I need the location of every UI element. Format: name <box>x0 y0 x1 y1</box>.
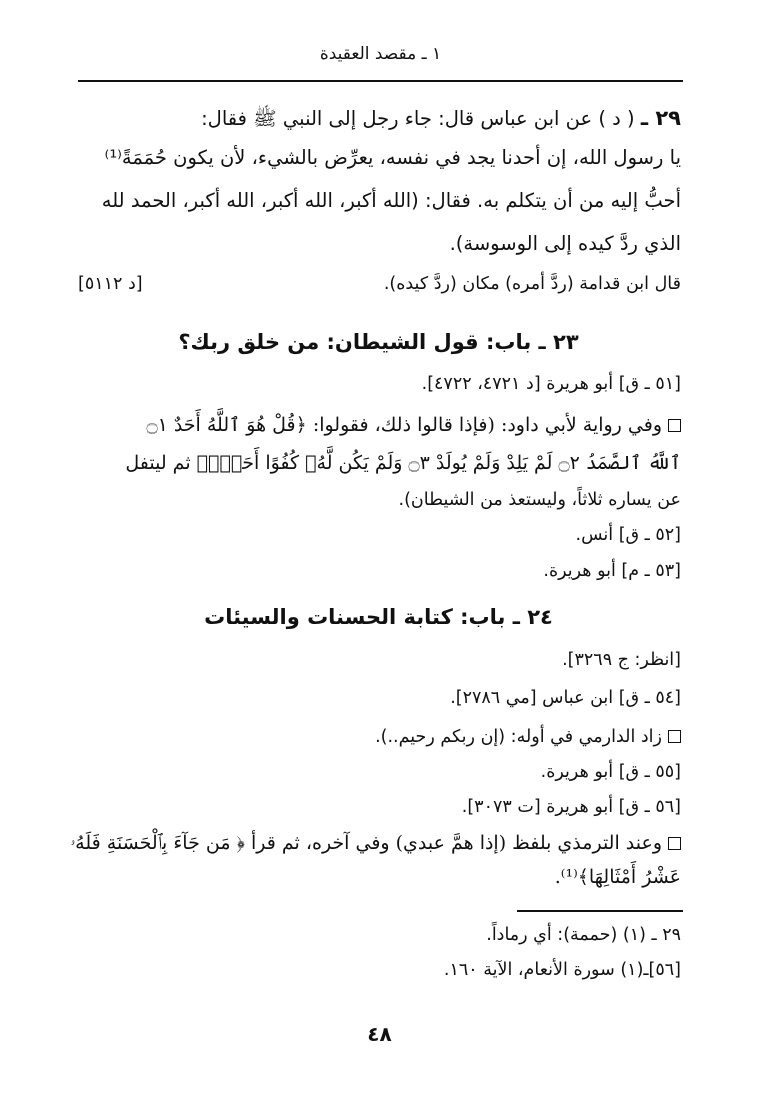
hadith-29-line-4: الذي ردَّ كيده إلى الوسوسة). <box>449 232 681 255</box>
item-52: [٥٢ ـ ق] أنس. <box>575 525 681 545</box>
tirmidhi-line-2: عَشْرُ أَمْثَالِهَا﴾⁽¹⁾. <box>554 866 681 888</box>
footnote-56: [٥٦]ـ(١) سورة الأنعام، الآية ١٦٠. <box>443 960 681 980</box>
item-56: [٥٦ ـ ق] أبو هريرة [ت ٣٠٧٣]. <box>461 797 681 817</box>
hadith-29-line-2: يا رسول الله، إن أحدنا يجد في نفسه، يعرِّض بالشيء، لأن يكون حُمَمَةً⁽¹⁾ <box>104 146 681 169</box>
item-51: [٥١ ـ ق] أبو هريرة [د ٤٧٢١، ٤٧٢٢]. <box>421 374 681 394</box>
square-bullet-icon <box>668 730 681 743</box>
abu-dawud-line-2: ٱللَّهُ ٱلصَّمَدُ ۝٢ لَمْ يَلِدْ وَلَمْ يُولَدْ ۝٣ وَلَمْ يَكُن لَّهُۥ كُفُوًا أَحَدٌۢ﴾ ثم ليتفل <box>125 452 681 474</box>
running-header: ١ ـ مقصد العقيدة <box>319 44 442 64</box>
hadith-29-reference: [د ٥١١٢] <box>78 274 143 294</box>
chapter-24-title: ٢٤ ـ باب: كتابة الحسنات والسيئات <box>204 605 553 629</box>
item-53: [٥٣ ـ م] أبو هريرة. <box>543 561 681 581</box>
footnote-rule <box>517 910 683 912</box>
abu-dawud-line-3: عن يساره ثلاثاً، وليستعذ من الشيطان). <box>398 490 681 510</box>
header-rule <box>78 80 683 82</box>
footnote-29: ٢٩ ـ (١) (حممة): أي رماداً. <box>486 925 681 945</box>
hadith-29-number: ٢٩ ـ <box>640 106 681 130</box>
square-bullet-icon <box>668 837 681 850</box>
item-54: [٥٤ ـ ق] ابن عباس [مي ٢٧٨٦]. <box>450 688 681 708</box>
hadith-29-line-3: أحبُّ إليه من أن يتكلم به. فقال: (الله أكبر، الله أكبر، الله أكبر، الحمد لله <box>101 189 681 212</box>
tirmidhi-line-1: وعند الترمذي بلفظ (إذا همَّ عبدي) وفي آخره، ثم قرأ ﴿ مَن جَآءَ بِٱلْحَسَنَةِ فَلَهُۥ <box>76 832 681 854</box>
item-55: [٥٥ ـ ق] أبو هريرة. <box>540 762 681 782</box>
square-bullet-icon <box>668 419 681 432</box>
hadith-29-note: قال ابن قدامة (ردَّ أمره) مكان (ردَّ كيده). <box>383 274 681 294</box>
chapter-23-title: ٢٣ ـ باب: قول الشيطان: من خلق ربك؟ <box>178 330 579 354</box>
hadith-29-line-1: ٢٩ ـ ( د ) عن ابن عباس قال: جاء رجل إلى النبي ﷺ فقال: <box>201 106 681 130</box>
abu-dawud-line-1: وفي رواية لأبي داود: (فإذا قالوا ذلك، فقولوا: ﴿قُلْ هُوَ ٱللَّهُ أَحَدٌ ۝١ <box>76 414 681 436</box>
darimi-note: زاد الدارمي في أوله: (إن ربكم رحيم..). <box>76 727 681 747</box>
page-number: ٤٨ <box>367 1022 392 1046</box>
see-reference: [انظر: ج ٣٢٦٩]. <box>562 650 681 670</box>
